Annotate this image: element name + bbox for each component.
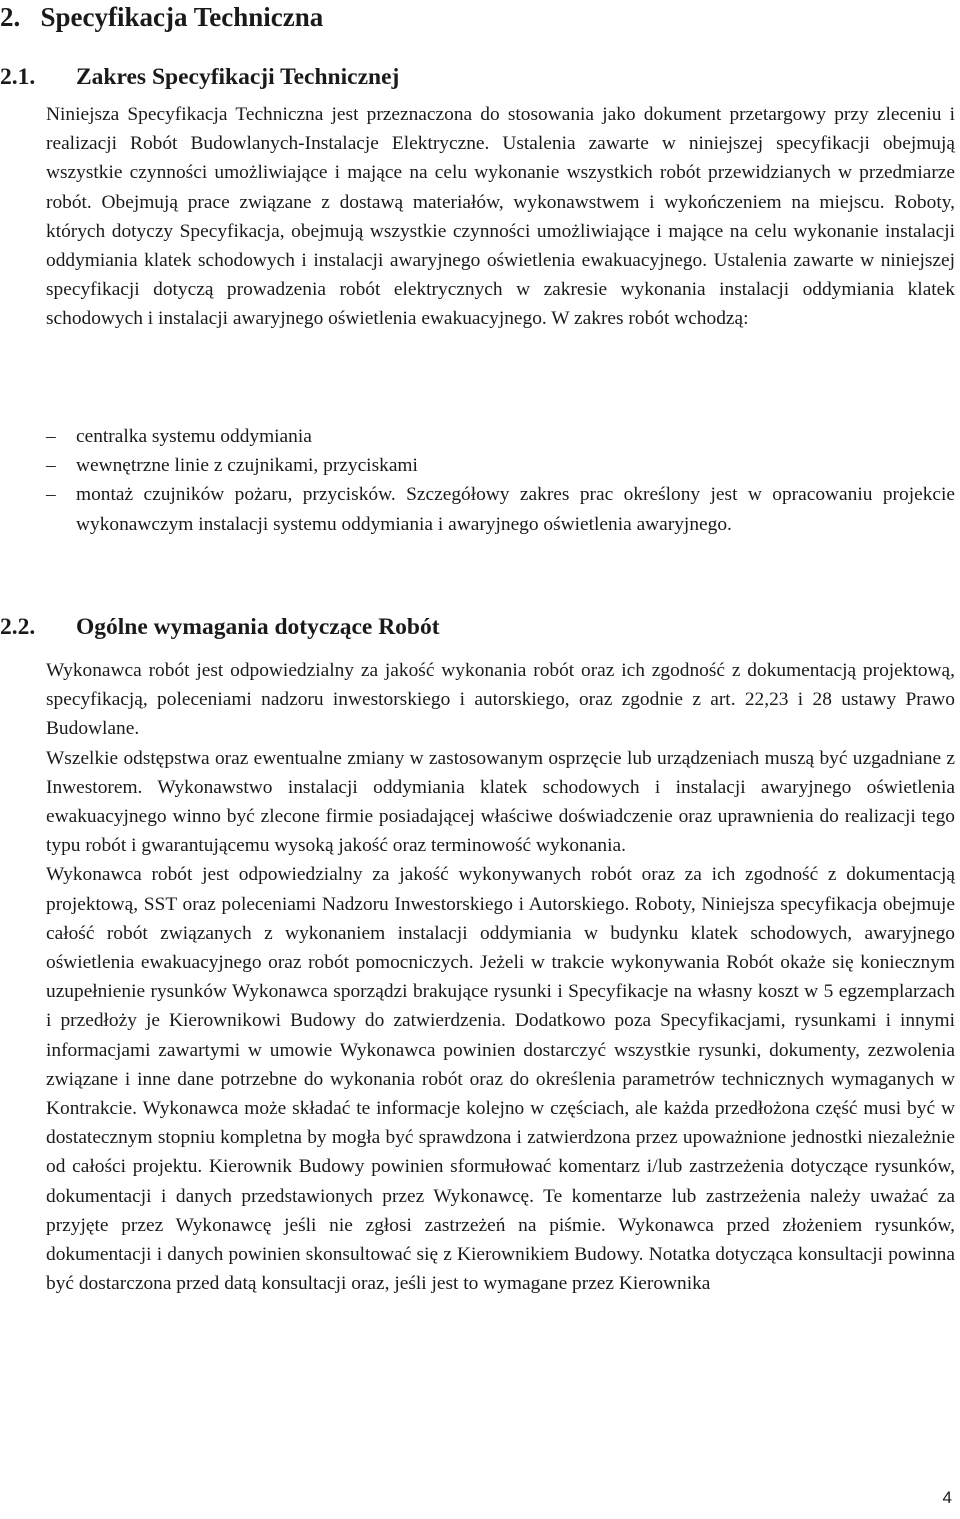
scope-list xyxy=(46,422,955,539)
dash-bullet-icon: – xyxy=(46,426,56,447)
list-item: – montaż czujników pożaru, przycisków. Szczegółowy zakres prac określony jest w opracowaniu projekcie wykonawczym instalacji systemu oddymiania i awaryjnego oświetlenia awaryjnego. xyxy=(46,480,955,538)
paragraph: Wykonawca robót jest odpowiedzialny za jakość wykonywanych robót oraz za ich zgodność z dokumentacją projektową, SST oraz poleceniami Nadzoru Inwestorskiego i Autorskiego. Roboty, Niniejsza specyfikacja obejmuje całość robót związanych z wykonaniem instalacji oddymiania w budynku klatek schodowych, awaryjnego oświetlenia ewakuacyjnego oraz robót pomocniczych. Jeżeli w trakcie wykonywania Robót okaże się koniecznym uzupełnienie rysunków Wykonawca sporządzi brakujące rysunki i Specyfikacje na własny koszt w 5 egzemplarzach i przedłoży je Kierownikowi Budowy do zatwierdzenia. Dodatkowo poza Specyfikacjami, rysunkami i innymi informacjami zawartymi w umowie Wykonawca powinien dostarczyć wszystkie rysunki, dokumenty, zezwolenia związane i inne dane potrzebne do wykonania robót oraz do określenia parametrów technicznych wymaganych w Kontrakcie. Wykonawca może składać te informacje kolejno w częściach, ale każda przedłożona część musi być w dostatecznym stopniu kompletna by mogła być sprawdzona i zatwierdzona przez upoważnione jednostki niezależnie od całości projektu. Kierownik Budowy powinien sformułować komentarz i/lub zastrzeżenia dotyczące rysunków, dokumentacji i danych przedstawionych przez Wykonawcę. Te komentarze lub zastrzeżenia należy uważać za przyjęte przez Wykonawcę jeśli nie zgłosi zastrzeżeń na piśmie. Wykonawca przed złożeniem rysunków, dokumentacji i danych powinien skonsultować się z Kierownikiem Budowy. Notatka dotycząca konsultacji powinna być dostarczona przed datą konsultacji oraz, jeśli jest to wymagane przez Kierownika xyxy=(46,864,955,1295)
subsection-2-body xyxy=(46,656,955,1298)
section-number: 2. xyxy=(0,2,21,32)
subsection-1-body xyxy=(46,100,955,334)
page-number: 4 xyxy=(942,1488,952,1507)
subsection-1-number: 2.1. xyxy=(0,64,36,90)
subsection-1-title: Zakres Specyfikacji Technicznej xyxy=(76,64,400,90)
subsection-1-heading xyxy=(0,62,399,92)
subsection-2-title: Ogólne wymagania dotyczące Robót xyxy=(76,614,440,640)
subsection-2-number: 2.2. xyxy=(0,614,36,640)
subsection-2-heading xyxy=(0,612,440,642)
dash-bullet-icon: – xyxy=(46,484,56,506)
section-title: Specyfikacja Techniczna xyxy=(40,2,324,32)
list-item: – wewnętrzne linie z czujnikami, przyciskami xyxy=(46,451,955,480)
section-heading xyxy=(0,0,323,34)
subsection-1-paragraph: Niniejsza Specyfikacja Techniczna jest przeznaczona do stosowania jako dokument przetargowy przy zleceniu i realizacji Robót Budowlanych-Instalacje Elektryczne. Ustalenia zawarte w niniejszej specyfikacji obejmują wszystkie czynności umożliwiające i mające na celu wykonanie wszystkich robót przewidzianych w przedmiarze robót. Obejmują prace związane z dostawą materiałów, wykonawstwem i wykończeniem na miejscu. Roboty, których dotyczy Specyfikacja, obejmują wszystkie czynności umożliwiające i mające na celu wykonanie instalacji oddymiania klatek schodowych i instalacji awaryjnego oświetlenia ewakuacyjnego. Ustalenia zawarte w niniejszej specyfikacji dotyczą prowadzenia robót elektrycznych w zakresie wykonania instalacji oddymiania klatek schodowych i instalacji awaryjnego oświetlenia ewakuacyjnego. W zakres robót wchodzą: xyxy=(46,104,955,330)
paragraph: Wszelkie odstępstwa oraz ewentualne zmiany w zastosowanym osprzęcie lub urządzeniach muszą być uzgadniane z Inwestorem. Wykonawstwo instalacji oddymiania klatek schodowych i instalacji awaryjnego oświetlenia ewakuacyjnego winno być zlecone firmie posiadającej właściwe doświadczenie oraz uprawnienia do realizacji tego typu robót i gwarantującemu wysoką jakość oraz terminowość wykonania. xyxy=(46,747,955,857)
paragraph: Wykonawca robót jest odpowiedzialny za jakość wykonania robót oraz ich zgodność z dokumentacją projektową, specyfikacją, poleceniami nadzoru inwestorskiego i autorskiego, oraz zgodnie z art. 22,23 i 28 ustawy Prawo Budowlane. xyxy=(46,660,955,740)
dash-bullet-icon: – xyxy=(46,455,56,477)
list-item: – centralka systemu oddymiania xyxy=(46,422,955,451)
